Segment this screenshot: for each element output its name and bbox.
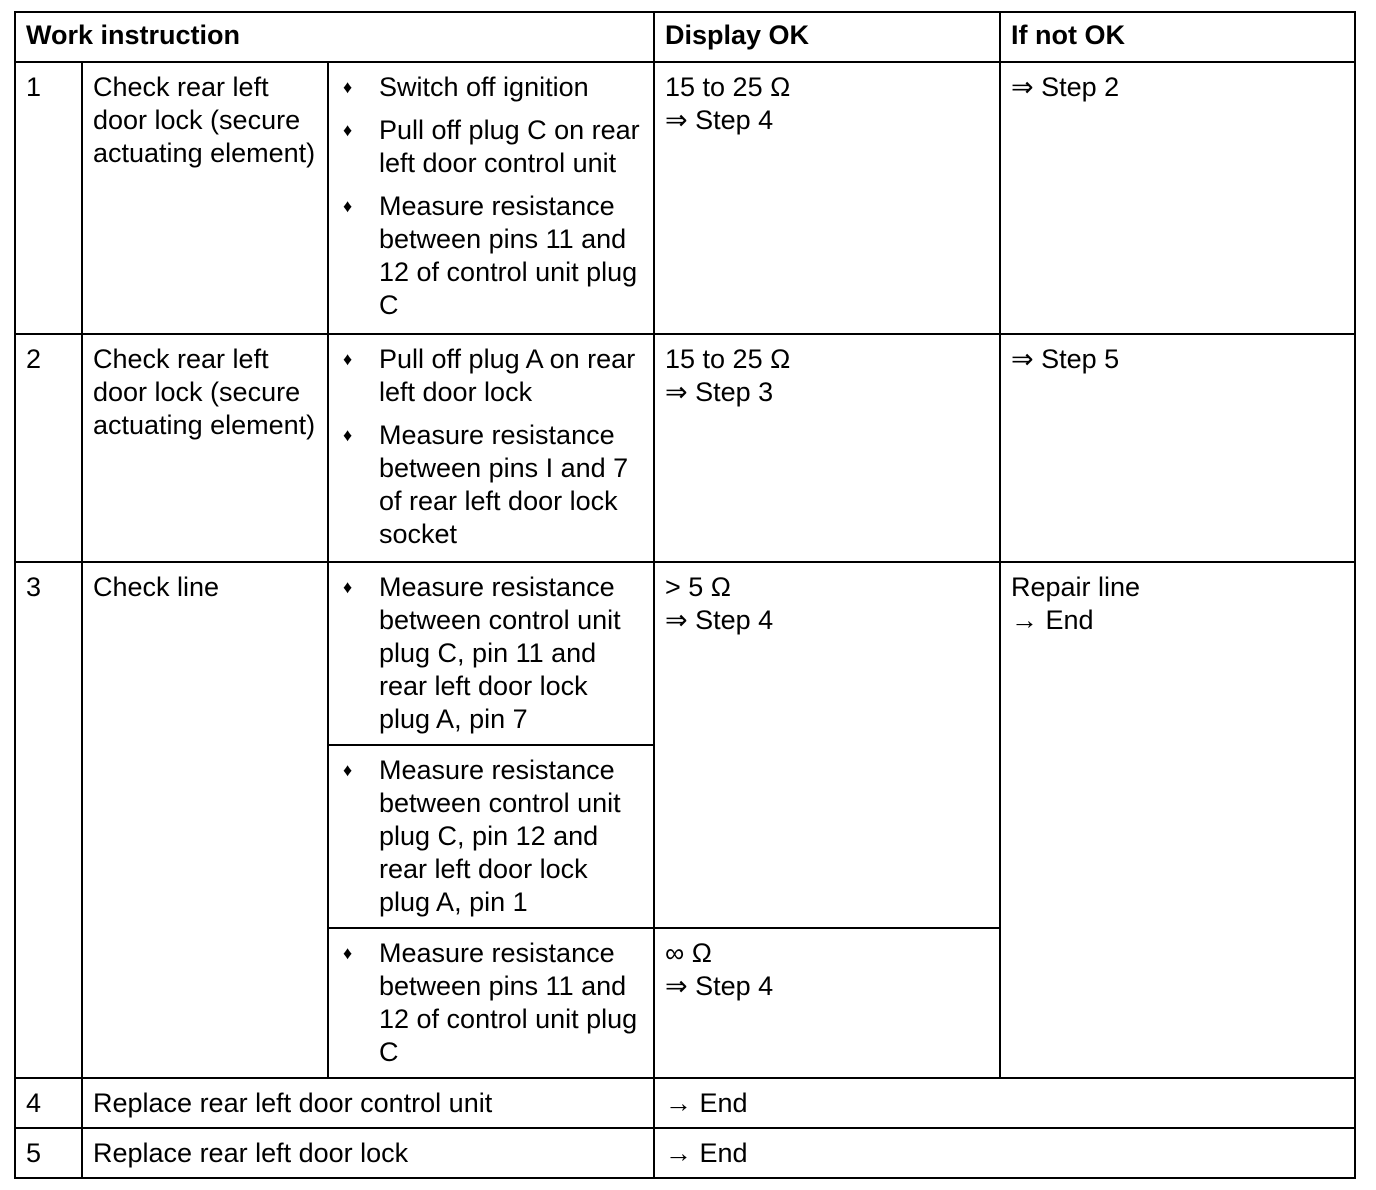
- step-actions: [328, 62, 654, 334]
- action-item: [339, 937, 643, 1069]
- step-number: 5: [15, 1128, 82, 1178]
- work-instruction-table: [14, 11, 1356, 1179]
- step-result: → End: [654, 1078, 1355, 1128]
- action-item: [339, 114, 643, 180]
- diamond-bullet-icon: ♦: [343, 577, 353, 597]
- diamond-bullet-icon: ♦: [343, 120, 353, 140]
- step-number: 1: [15, 62, 82, 334]
- display-ok-next: ⇒ Step 3: [665, 377, 774, 407]
- step-actions: [328, 562, 654, 745]
- if-not-ok-value: ⇒ Step 5: [1011, 344, 1120, 374]
- step-check: Check rear left door lock (secure actuating element): [82, 334, 328, 562]
- display-ok-cell: [654, 928, 1000, 1078]
- step-actions: [328, 745, 654, 928]
- action-text: Switch off ignition: [379, 72, 589, 102]
- work-instruction-table-wrapper: [14, 11, 1354, 1179]
- header-if-not-ok: If not OK: [1000, 12, 1355, 62]
- step-instruction: Replace rear left door lock: [82, 1128, 654, 1178]
- if-not-ok-cell: [1000, 562, 1355, 1078]
- step-check: Check rear left door lock (secure actuating element): [82, 62, 328, 334]
- action-text: Measure resistance between control unit plug C, pin 12 and rear left door lock plug A, pin 1: [379, 755, 621, 917]
- display-ok-next: ⇒ Step 4: [665, 105, 774, 135]
- action-item: [339, 419, 643, 551]
- header-row: [15, 12, 1355, 62]
- action-text: Pull off plug C on rear left door control unit: [379, 115, 640, 178]
- diamond-bullet-icon: ♦: [343, 425, 353, 445]
- action-item: [339, 190, 643, 322]
- header-display-ok: Display OK: [654, 12, 1000, 62]
- display-ok-cell: [654, 334, 1000, 562]
- diamond-bullet-icon: ♦: [343, 196, 353, 216]
- if-not-ok-next: → End: [1011, 605, 1094, 635]
- diamond-bullet-icon: ♦: [343, 349, 353, 369]
- display-ok-value: 15 to 25 Ω: [665, 72, 791, 102]
- action-item: [339, 754, 643, 919]
- display-ok-value: 15 to 25 Ω: [665, 344, 791, 374]
- action-text: Measure resistance between pins 11 and 12 of control unit plug C: [379, 191, 638, 320]
- step-actions: [328, 334, 654, 562]
- display-ok-next: ⇒ Step 4: [665, 971, 774, 1001]
- action-text: Measure resistance between pins 11 and 12 of control unit plug C: [379, 938, 638, 1067]
- if-not-ok-value: Repair line: [1011, 572, 1141, 602]
- step-number: 2: [15, 334, 82, 562]
- step-instruction: Replace rear left door control unit: [82, 1078, 654, 1128]
- diamond-bullet-icon: ♦: [343, 760, 353, 780]
- step-actions: [328, 928, 654, 1078]
- step-number: 3: [15, 562, 82, 1078]
- diamond-bullet-icon: ♦: [343, 943, 353, 963]
- table-row: [15, 62, 1355, 334]
- step-check: Check line: [82, 562, 328, 1078]
- diamond-bullet-icon: ♦: [343, 77, 353, 97]
- if-not-ok-cell: [1000, 334, 1355, 562]
- action-item: [339, 343, 643, 409]
- table-row: [15, 562, 1355, 745]
- display-ok-cell: [654, 562, 1000, 928]
- if-not-ok-cell: [1000, 62, 1355, 334]
- action-item: [339, 71, 643, 104]
- display-ok-value: > 5 Ω: [665, 572, 731, 602]
- table-row: [15, 1128, 1355, 1178]
- table-row: [15, 1078, 1355, 1128]
- action-text: Measure resistance between control unit plug C, pin 11 and rear left door lock plug A, pin 7: [379, 572, 621, 734]
- display-ok-value: ∞ Ω: [665, 938, 712, 968]
- display-ok-cell: [654, 62, 1000, 334]
- step-result: → End: [654, 1128, 1355, 1178]
- display-ok-next: ⇒ Step 4: [665, 605, 774, 635]
- header-work-instruction: Work instruction: [15, 12, 654, 62]
- table-row: [15, 334, 1355, 562]
- action-item: [339, 571, 643, 736]
- step-number: 4: [15, 1078, 82, 1128]
- action-text: Pull off plug A on rear left door lock: [379, 344, 636, 407]
- action-text: Measure resistance between pins I and 7 of rear left door lock socket: [379, 420, 629, 549]
- if-not-ok-value: ⇒ Step 2: [1011, 72, 1120, 102]
